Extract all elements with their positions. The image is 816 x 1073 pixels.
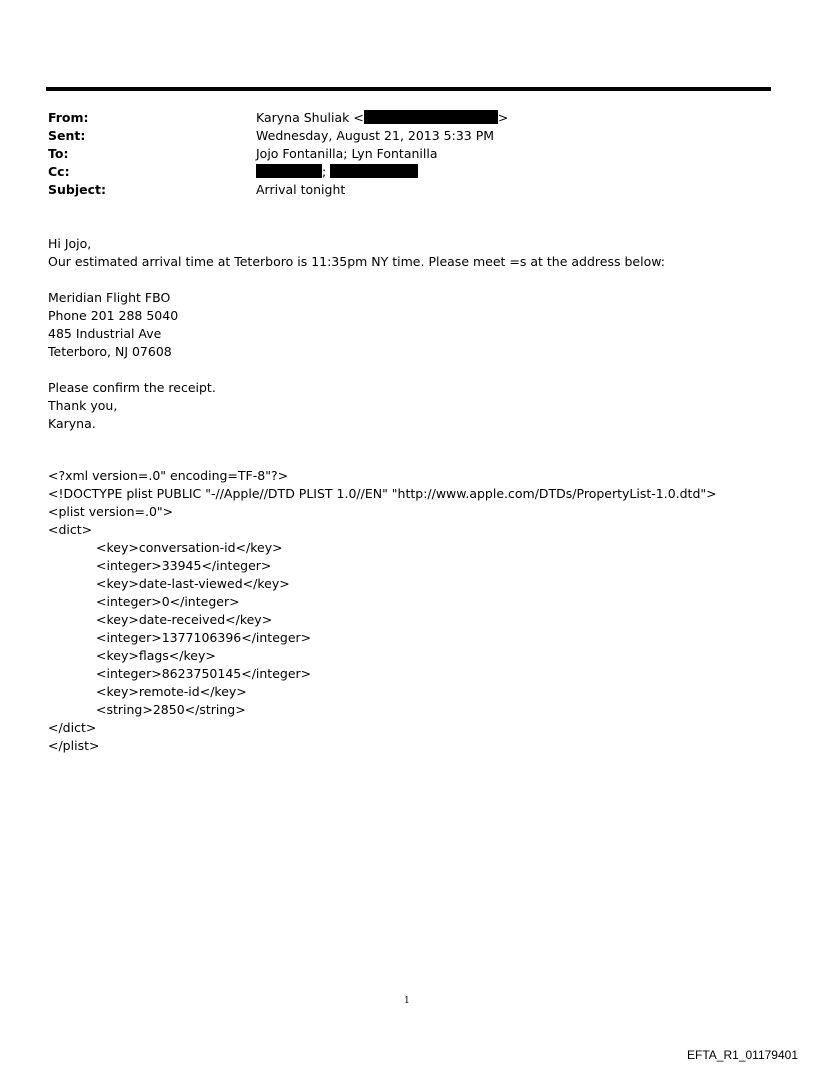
xml-line: <integer>0</integer> [96, 594, 240, 609]
xml-line: <!DOCTYPE plist PUBLIC "-//Apple//DTD PLIST 1.0//EN" "http://www.apple.com/DTDs/PropertyList-1.0.dtd"> [48, 486, 717, 501]
xml-line: <key>remote-id</key> [96, 684, 247, 699]
page-number: 1 [404, 996, 410, 1006]
address-line: Meridian Flight FBO [48, 290, 171, 305]
to-label: To: [48, 146, 69, 161]
redaction-box [330, 164, 418, 178]
xml-line: <dict> [48, 522, 93, 537]
xml-line: <?xml version=.0" encoding=TF-8"?> [48, 468, 289, 483]
xml-line: </dict> [48, 720, 97, 735]
xml-line: <integer>33945</integer> [96, 558, 272, 573]
from-name: Karyna Shuliak < [256, 110, 364, 125]
xml-line: <string>2850</string> [96, 702, 246, 717]
from-label: From: [48, 110, 89, 125]
cc-value [256, 163, 418, 181]
greeting: Hi Jojo, [48, 236, 92, 251]
redaction-box [256, 164, 322, 178]
address-line: 485 Industrial Ave [48, 326, 162, 341]
xml-line: <plist version=.0"> [48, 504, 174, 519]
confirm-line: Please confirm the receipt. [48, 380, 216, 395]
xml-line: <key>flags</key> [96, 648, 216, 663]
xml-line: </plist> [48, 738, 100, 753]
xml-line: <key>date-last-viewed</key> [96, 576, 290, 591]
subject-label: Subject: [48, 182, 106, 197]
thanks-line: Thank you, [48, 398, 118, 413]
address-line: Phone 201 288 5040 [48, 308, 179, 323]
sent-value: Wednesday, August 21, 2013 5:33 PM [256, 128, 495, 143]
address-line: Teterboro, NJ 07608 [48, 344, 172, 359]
xml-line: <key>conversation-id</key> [96, 540, 283, 555]
header-rule [46, 87, 771, 91]
signature: Karyna. [48, 416, 96, 431]
to-value: Jojo Fontanilla; Lyn Fontanilla [256, 146, 438, 161]
xml-line: <integer>1377106396</integer> [96, 630, 312, 645]
xml-line: <integer>8623750145</integer> [96, 666, 312, 681]
from-value [256, 109, 508, 127]
cc-label: Cc: [48, 164, 70, 179]
subject-value: Arrival tonight [256, 182, 346, 197]
redaction-box [364, 110, 498, 124]
body-paragraph: Our estimated arrival time at Teterboro is 11:35pm NY time. Please meet =s at the address below: [48, 254, 665, 269]
sent-label: Sent: [48, 128, 86, 143]
document-id: EFTA_R1_01179401 [687, 1048, 798, 1062]
xml-line: <key>date-received</key> [96, 612, 273, 627]
from-close: > [497, 110, 509, 125]
cc-separator: ; [322, 164, 327, 179]
